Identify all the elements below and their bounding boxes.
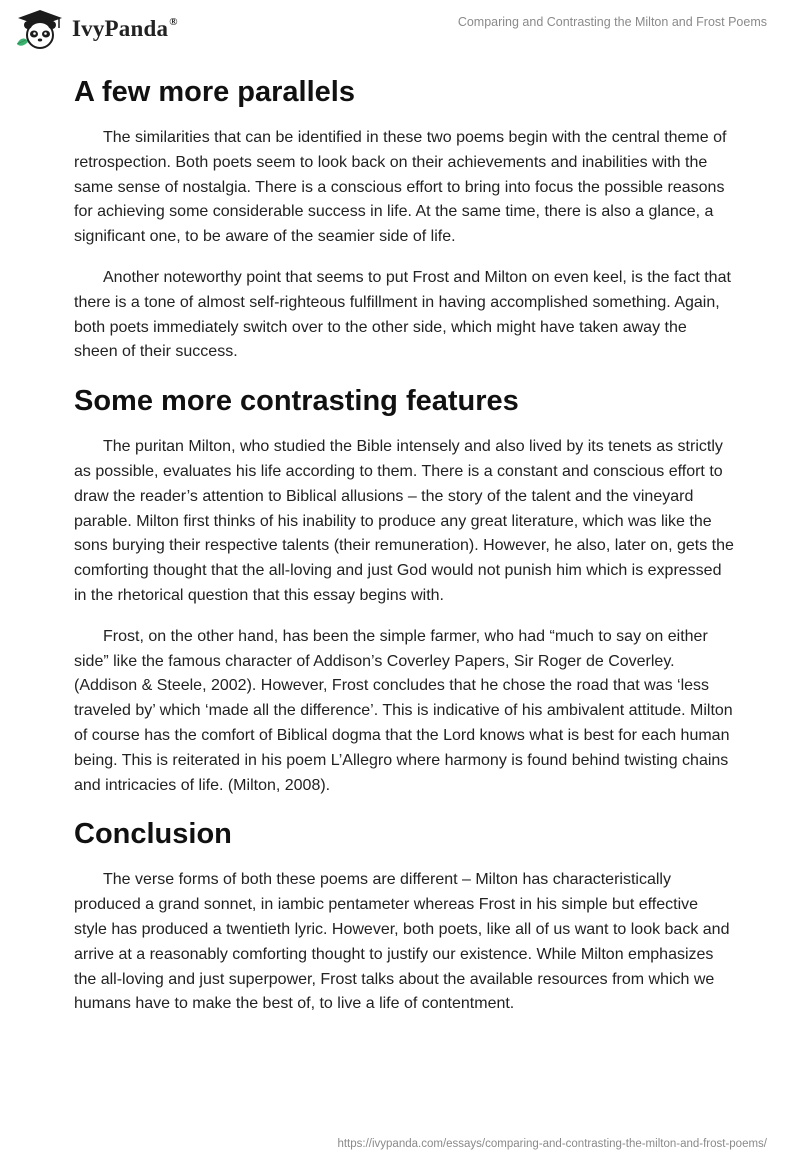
paragraph: Another noteworthy point that seems to put Frost and Milton on even keel, is the fact that there is a tone of almost self-righteous fulfillment in having accomplished something. Again, both poets immediately switch over to the other side, which might have taken away the sheen of their success. <box>74 268 731 361</box>
brand-text: IvyPanda <box>72 16 169 41</box>
document-title: Comparing and Contrasting the Milton and Frost Poems <box>457 15 767 29</box>
section-heading: Some more contrasting features <box>74 385 519 418</box>
source-url[interactable]: https://ivypanda.com/essays/comparing-and-contrasting-the-milton-and-frost-poems/ <box>337 1138 767 1150</box>
brand-name <box>72 16 178 42</box>
paragraph: Frost, on the other hand, has been the simple farmer, who had “much to say on either side” like the famous character of Addison’s Coverley Papers, Sir Roger de Coverley. (Addison & Steele, 2002). However, Frost concludes that he chose the road that was ‘less traveled by’ which ‘made all the difference’. This is indicative of his ambivalent attitude. Milton of course has the comfort of Biblical dogma that the Lord knows what is best for each human being. This is reiterated in his poem L’Allegro where harmony is found behind twisting chains and intricacies of life. (Milton, 2008). <box>74 627 733 794</box>
section-heading: Conclusion <box>74 818 232 851</box>
paragraph: The puritan Milton, who studied the Bible intensely and also lived by its tenets as strictly as possible, evaluates his life according to them. There is a constant and conscious effort to draw the reader’s attention to Biblical allusions – the story of the talent and the vineyard parable. Milton first thinks of his inability to produce any great literature, which was like the sons burying their respective talents (their remuneration). However, he also, later on, gets the comforting thought that the all-loving and just God would not punish him which is expressed in the rhetorical question that this essay begins with. <box>74 438 734 604</box>
paragraph: The verse forms of both these poems are different – Milton has characteristically produced a grand sonnet, in iambic pentameter whereas Frost in his simple but effective style has produced a twentieth lyric. However, both poets, like all of us want to look back and arrive at a reasonably comforting thought to justify our existence. While Milton emphasizes the all-loving and just superpower, Frost talks about the available resources from which we humans have to make the best of, to live a life of contentment. <box>74 871 730 1013</box>
panda-graduate-icon <box>14 8 66 50</box>
section-heading: A few more parallels <box>74 76 355 108</box>
essay-content <box>74 70 734 1017</box>
ivypanda-logo[interactable] <box>14 8 178 50</box>
paragraph: The similarities that can be identified in these two poems begin with the central theme of retrospection. Both poets seem to look back on their achievements and inabilities with the same sense of nostalgia. There is a conscious effort to bring into focus the possible reasons for achieving some considerable success in life. At the same time, there is also a glance, a significant one, to be aware of the seamier side of life. <box>74 129 727 246</box>
page-header <box>0 0 800 60</box>
registered-mark: ® <box>169 16 178 29</box>
